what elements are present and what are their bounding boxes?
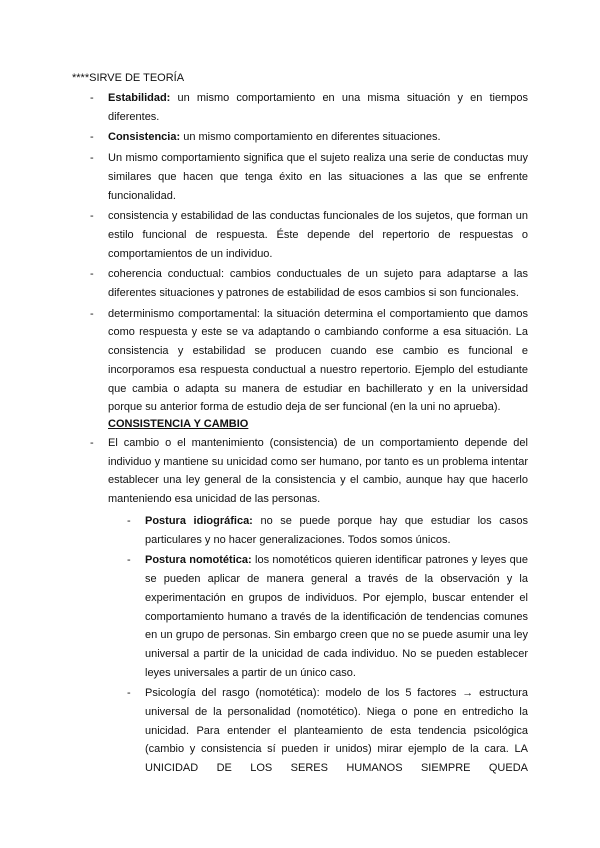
bullet-dash: - <box>127 687 131 700</box>
definitions-list <box>90 89 528 419</box>
bullet-dash: - <box>90 92 94 104</box>
item-text: los nomotéticos quieren identificar patrones y leyes que se pueden aplicar de manera general a través de la observación y la experimentación en grupos de individuos. Por ejemplo, buscar entender el comportamiento humano a través de la identificación de tendencias comunes en un grupo de personas. Sin embargo creen que no se puede asumir una ley universal a partir de la unicidad de cada individuo. No se pueden establecer leyes universales a partir de un único caso. <box>145 554 528 679</box>
bullet-dash: - <box>127 554 131 567</box>
item-text: consistencia y estabilidad de las conductas funcionales de los sujetos, que forman un estilo funcional de respuesta. Éste depende del repertorio de respuestas o comportamientos de un individuo. <box>108 210 528 260</box>
list-item <box>90 149 528 205</box>
list-item <box>127 684 528 778</box>
term-estabilidad: Estabilidad: <box>108 92 171 104</box>
list-item <box>90 89 528 126</box>
term-postura-nomotetica: Postura nomotética: <box>145 554 252 567</box>
item-text: no se puede porque hay que estudiar los casos particulares y no hacer generalizaciones. Todos somos únicos. <box>145 515 529 546</box>
item-text: Un mismo comportamiento significa que el sujeto realiza una serie de conductas muy similares que hacen que tenga éxito en las situaciones a las que se enfrente funcionalidad. <box>108 152 528 202</box>
item-text: un mismo comportamiento en una misma situación y en tiempos diferentes. <box>108 92 528 123</box>
bullet-dash: - <box>90 210 94 223</box>
bullet-dash: - <box>90 152 94 165</box>
term-consistencia: Consistencia: <box>108 131 181 144</box>
list-item <box>90 305 528 417</box>
list-item <box>90 207 528 263</box>
page-heading: ****SIRVE DE TEORÍA <box>72 72 185 84</box>
item-text: Psicología del rasgo (nomotética): modelo de los 5 factores → estructura universal de la personalidad (nomotético). Niega o pone en entredicho la unicidad. Para entender el planteamiento de esta tendencia psicológica (cambio y consistencia sí pueden ir unidos) mirar ejemplo de la cara. LA UNICIDAD DE LOS SERES HUMANOS SIEMPRE QUEDA <box>145 687 528 775</box>
term-postura-idiografica: Postura idiográfica: <box>145 515 253 527</box>
section-title: CONSISTENCIA Y CAMBIO <box>108 418 249 430</box>
list-item <box>90 265 528 302</box>
list-item <box>90 434 528 509</box>
item-text: un mismo comportamiento en diferentes situaciones. <box>180 131 441 144</box>
item-text: determinismo comportamental: la situación determina el comportamiento que damos como respuesta y este se va adaptando o cambiando conforme a esa situación. La consistencia y estabilidad se producen cuando ese cambio es funcional e incorporamos esa respuesta conductual a nuestro repertorio. Ejemplo del estudiante que cambia o adapta su manera de estudiar en bachillerato y en la universidad porque su anterior forma de estudio deja de ser funcional (en la uni no aprueba). <box>108 307 528 414</box>
item-text: coherencia conductual: cambios conductuales de un sujeto para adaptarse a las diferentes situaciones y patrones de estabilidad de esos cambios si son funcionales. <box>108 268 528 300</box>
bullet-dash: - <box>90 307 94 320</box>
change-list <box>90 434 528 511</box>
bullet-dash: - <box>90 131 94 144</box>
list-item <box>90 128 528 147</box>
item-text: El cambio o el mantenimiento (consistencia) de un comportamiento depende del individuo y mantiene su unicidad como ser humano, por tanto es un problema intentar establecer una ley general de la consistencia y el cambio, aunque hay que hacerlo manteniendo esa unicidad de las personas. <box>108 437 528 506</box>
bullet-dash: - <box>90 437 94 449</box>
bullet-dash: - <box>90 268 94 281</box>
list-item <box>127 551 528 682</box>
list-item <box>127 512 529 549</box>
bullet-dash: - <box>127 515 131 527</box>
postures-list <box>127 512 529 780</box>
